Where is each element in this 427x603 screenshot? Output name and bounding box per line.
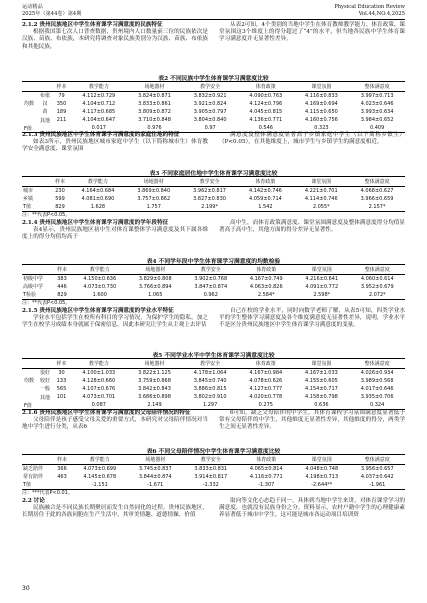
table-cell: 3.844±0.874	[138, 473, 172, 480]
table-cell: 4.100±1.033	[82, 369, 116, 376]
running-header-left	[22, 4, 81, 17]
table-row	[22, 283, 405, 291]
table-cell: 829	[50, 203, 70, 212]
table-caption: 表5 不同学业水平中学生体育课学习满意度比较	[152, 353, 275, 359]
table-header-cell: 样本	[52, 265, 72, 275]
table-header-cell: 教学安全	[182, 359, 238, 369]
table-cell: 0.546	[238, 124, 294, 133]
table-cell: 4.116±0.771	[249, 473, 283, 480]
table-cell: 189	[56, 108, 67, 115]
table-header-row	[22, 359, 405, 369]
table-cell: F值	[22, 124, 38, 133]
paragraph: 表4显示，贵州民族地区初中生对体育课整体学习满意度及其下属各维度上的得分均值均高于	[22, 227, 208, 241]
table-header-cell: 教学能力	[70, 177, 126, 187]
table-cell: 4.023±0.646	[360, 100, 394, 107]
table-cell: 565	[56, 385, 67, 392]
table-cell	[38, 401, 52, 410]
table-header-cell: 样本	[52, 359, 71, 369]
table-cell: 4.112±0.729	[82, 92, 116, 99]
table-cell: 3.902±0.768	[194, 275, 228, 282]
table-header-cell: 体育政策	[238, 82, 294, 92]
section-22-left	[22, 498, 208, 520]
issue-en: Vol.44,NO.4,2025	[358, 10, 405, 17]
table-header-cell	[22, 177, 50, 187]
table-cell: 3.759±0.868	[138, 377, 171, 384]
table-row	[22, 116, 405, 124]
table-cell: 布依	[39, 93, 50, 100]
table-cell	[22, 385, 38, 393]
table-cell: 2.072*	[350, 291, 406, 300]
table-cell: 4.104±0.712	[82, 100, 116, 107]
table-row	[22, 91, 405, 100]
table-cell: 3.956±0.657	[360, 465, 394, 472]
table-cell	[52, 401, 71, 410]
table-caption: 表4 不同学年段中学生体育课学习满意度的均数检验	[146, 259, 281, 265]
table-cell: 4.059±0.714	[248, 195, 282, 202]
table-cell: 79	[58, 92, 65, 99]
table-cell: 3.842±0.843	[138, 385, 171, 392]
table-3	[22, 176, 405, 212]
table-row	[22, 473, 405, 481]
table-cell: 3.952±0.679	[360, 283, 394, 290]
table-row	[22, 186, 405, 195]
table-cell: 0.324	[349, 401, 405, 410]
table-cell: 0.275	[238, 401, 294, 410]
table-cell: 3.997±0.713	[360, 92, 394, 99]
table-cell: 4.090±0.763	[249, 92, 283, 99]
table-6	[22, 454, 405, 490]
table-header-cell: 教学安全	[183, 455, 239, 465]
table-header-row	[22, 455, 405, 465]
table-header-cell: 整体满意度	[350, 455, 406, 465]
table-cell: 4.020±0.778	[249, 394, 283, 401]
table-caption: 表2 不同民族中学生体育课学习满意度比较	[158, 76, 269, 82]
table-2	[22, 81, 405, 133]
section-212-left	[22, 22, 208, 51]
table-cell: 4.167±0.749	[249, 275, 283, 282]
table-cell	[22, 116, 38, 124]
table-header-cell: 课堂氛围	[294, 455, 350, 465]
paragraph: 如表3所示，贵州民族地区城市家庭中学生（以下简称城市生）体育教学安全满意度、课堂氛围	[22, 139, 208, 153]
table-cell: 0.962	[183, 291, 239, 300]
section-216-left	[22, 410, 208, 432]
table-caption: 表3 不同家庭居住地中学生体育课学习满意度比较	[149, 171, 278, 177]
table-cell: 4.150±0.636	[83, 275, 117, 282]
table-cell: 4.107±0.676	[82, 385, 116, 392]
table-cell: 4.026±0.934	[360, 369, 394, 376]
table-header-cell: 整体满意度	[349, 359, 405, 369]
table-cell: 很好	[39, 370, 50, 377]
table-cell: 4.073±0.701	[82, 394, 116, 401]
table-cell: -1.151	[72, 481, 128, 490]
paragraph: 根据我国第七次人口普查数据，贵州境内人口数量前三位的民族依次是汉族、苗族、布依族，本研究将调查对象民族类别分为汉族、苗族、布依族和其他民族。	[22, 29, 208, 50]
table-header-cell: 体育政策	[239, 265, 295, 275]
table-cell: 其他	[39, 394, 50, 401]
table-row	[22, 108, 405, 116]
table-cell	[22, 108, 38, 116]
table-header-cell: 教学能力	[71, 82, 127, 92]
table-cell: 其他	[39, 117, 50, 124]
table-cell: 3.833±0.861	[138, 100, 171, 107]
journal-name-en: Physical Education Review	[334, 4, 405, 10]
table-row	[22, 100, 405, 108]
table-cell: 4.160±0.756	[305, 117, 338, 124]
table-cell: 3.802±0.910	[193, 394, 227, 401]
table-header-cell: 样本	[50, 177, 70, 187]
table-cell: 3.824±0.871	[138, 92, 171, 99]
table-cell: 3.921±0.824	[193, 100, 227, 107]
table-row	[22, 274, 405, 283]
section-215-right	[219, 308, 405, 330]
table-cell: 2.199*	[182, 203, 238, 212]
table-header-cell: 场地器材	[127, 82, 183, 92]
table-cell: 2.149	[127, 401, 183, 410]
table-cell: 4.154±0.717	[305, 385, 338, 392]
table-cell: 3.827±0.830	[193, 195, 226, 202]
section-216-right	[219, 410, 405, 432]
table-cell: 3.966±0.659	[360, 195, 394, 202]
table-cell: 3.962±0.817	[193, 187, 226, 194]
section-heading: 2.1.5 贵州民族地区中学生体育课学习满意度的学业水平特征	[22, 308, 174, 314]
table-header-cell	[38, 359, 52, 369]
table-note: 注：**代表P<0.05。	[22, 212, 71, 218]
table-header-cell: 教学能力	[72, 455, 128, 465]
table-row	[22, 368, 405, 377]
table-cell: 1.628	[70, 203, 126, 212]
table-cell: 4.037±0.642	[360, 473, 394, 480]
table-cell: 0.97	[182, 124, 238, 133]
table-cell: 30	[58, 369, 65, 376]
table-cell: 苗	[42, 109, 48, 116]
paragraph: 满意度及整体满意度显著高于乡镇家庭中学生（以下简称乡镇生）（P<0.05），在其他维度上，城市学生与乡镇学生的满意度相近。	[219, 132, 405, 146]
section-heading: 2.1.6 贵州民族地区中学生体育课学习满意度的父母陪伴情况的特征	[22, 410, 191, 416]
running-header-right	[334, 4, 405, 17]
table-cell: 均数	[24, 101, 35, 108]
table-cell: 4.198±0.713	[305, 473, 339, 480]
table-cell: 1.297	[182, 401, 238, 410]
table-row	[22, 401, 405, 410]
page-number: 30	[22, 585, 30, 592]
section-214-right	[219, 220, 405, 234]
table-cell: 3.686±0.898	[138, 394, 171, 401]
table-cell: 3.804±0.840	[193, 117, 227, 124]
table-cell: 4.116±0.833	[305, 92, 338, 99]
table-caption: 表6 不同父母陪伴情况中学生体育课学习满意度比较	[146, 449, 281, 455]
journal-name-cn: 运动精品	[22, 4, 43, 10]
table-header-cell	[22, 455, 52, 465]
table-row	[22, 291, 405, 300]
paragraph: 学业水平包括学生在校所有科目的学习情况，为保护学生的隐私，加之学生在校学习成绩本身就属于保密信息，因此本研究让学生从主观上去评估	[22, 315, 208, 329]
table-cell: T值	[22, 481, 52, 490]
table-row	[22, 195, 405, 203]
table-cell: 较好	[39, 378, 50, 385]
table-cell: 4.167±0.984	[249, 369, 283, 376]
table-cell: 463	[57, 473, 67, 480]
table-cell: 高级中学	[23, 284, 44, 291]
table-cell: 3.989±0.568	[360, 377, 394, 384]
paragraph: 父母陪伴是孩子感受父母关爱的重要方式，本研究对父母陪伴情况对当地中学生进行分类，从表6	[22, 417, 208, 431]
section-22-right	[219, 498, 405, 520]
table-row	[22, 393, 405, 401]
paragraph: 取向等文化心态趋于同一，具体到当地中学生来讲，对体育课堂学习的满意度，也就没有民族身份之分。资料显示，农村户籍中学生的心理健康素养显著低于城市中学生，这可能是城市各运动项目培训资	[219, 498, 405, 519]
paragraph: 民族融合是不同民族长期聚居而发生自然同化的过程。贵州民族地区，长期居住于此的各族同胞在生产生活中，其审美情趣、道德情操、价值	[22, 505, 208, 519]
table-cell: 4.136±0.771	[249, 117, 283, 124]
table-cell: -2.644**	[294, 481, 350, 490]
table-cell: 366	[57, 465, 67, 472]
table-cell: 1.065	[128, 291, 184, 300]
table-cell: 3.766±0.894	[138, 283, 172, 290]
table-cell: 常有陪伴	[23, 474, 44, 481]
table-cell: 4.091±0.772	[305, 283, 339, 290]
table-cell: 2.598*	[294, 291, 350, 300]
table-cell: 4.114±0.746	[304, 195, 338, 202]
table-header-cell: 场地器材	[126, 177, 182, 187]
table-cell: 4.216±0.641	[305, 275, 339, 282]
table-header-cell: 体育政策	[238, 359, 294, 369]
table-cell: 3.935±0.706	[360, 394, 394, 401]
table-cell: 汉	[42, 101, 48, 108]
table-header-row	[22, 265, 405, 275]
table-cell: 4.127±0.777	[249, 385, 283, 392]
table-header-cell: 场地器材	[128, 455, 184, 465]
table-cell: 4.158±0.798	[305, 394, 338, 401]
table-cell: 3.809±0.872	[138, 108, 171, 115]
table-cell: 3.822±1.125	[138, 369, 171, 376]
table-cell: 3.829±0.808	[138, 275, 172, 282]
table-cell: 383	[57, 275, 67, 282]
section-213-right	[219, 132, 405, 146]
table-cell: 230	[55, 187, 65, 194]
table-cell: 4.104±0.647	[82, 117, 116, 124]
issue-cn: 2025年（第44卷）第4期	[22, 10, 82, 17]
table-cell: 一般	[39, 386, 50, 393]
table-cell: 4.060±0.614	[360, 275, 394, 282]
table-cell: 4.169±0.694	[305, 100, 338, 107]
section-heading: 2.1.4 贵州民族地区中学生体育课学习满意度的学年段特征	[22, 220, 169, 226]
table-cell: 4.048±0.748	[305, 465, 339, 472]
table-cell: 4.073±0.699	[83, 465, 117, 472]
table-header-cell: 场地器材	[127, 359, 183, 369]
table-cell: 0.409	[349, 124, 405, 133]
table-cell	[22, 368, 38, 377]
table-header-cell: 整体满意度	[349, 82, 405, 92]
table-cell: 829	[52, 291, 72, 300]
table-cell: 4.164±0.684	[81, 187, 115, 194]
table-header-cell: 体育政策	[237, 177, 293, 187]
table-cell: 4.115±0.650	[305, 108, 338, 115]
table-cell	[22, 91, 38, 100]
table-header-cell: 整体满意度	[349, 177, 405, 187]
table-note: 注：***代表P<0.01。	[22, 490, 73, 496]
table-cell: 101	[56, 394, 67, 401]
table-cell: 4.155±0.605	[305, 377, 338, 384]
table-cell: 3.905±0.797	[193, 108, 227, 115]
table-cell: F值	[22, 401, 38, 410]
table-cell: 3.745±0.837	[138, 465, 172, 472]
section-213-left	[22, 132, 208, 154]
table-cell: 3.710±0.848	[138, 117, 171, 124]
table-header-cell	[22, 265, 52, 275]
table-header-cell: 课堂氛围	[293, 177, 349, 187]
table-cell: 0.636	[294, 401, 350, 410]
table-row	[22, 481, 405, 490]
table-header-row	[22, 82, 405, 92]
table-cell: 211	[56, 117, 67, 124]
table-cell: 350	[56, 100, 67, 107]
table-cell: 4.145±0.678	[83, 473, 117, 480]
table-cell: 1.600	[72, 291, 128, 300]
table-cell: T值	[22, 203, 50, 212]
table-cell: 城市	[23, 188, 34, 195]
table-header-cell: 体育政策	[239, 455, 295, 465]
table-cell: 3.869±0.840	[137, 187, 171, 194]
table-cell: 0.323	[294, 124, 350, 133]
table-header-cell	[22, 359, 38, 369]
table-row	[22, 385, 405, 393]
table-cell: 1.542	[237, 203, 293, 212]
table-cell: 4.045±0.815	[249, 108, 283, 115]
table-5	[22, 358, 405, 410]
table-header-cell: 教学安全	[183, 265, 239, 275]
table-cell: 均数	[24, 378, 35, 385]
table-cell: 2.584*	[239, 291, 295, 300]
table-cell: -1.671	[128, 481, 184, 490]
table-cell: 3.886±0.815	[193, 385, 227, 392]
table-cell: 4.063±0.826	[249, 283, 283, 290]
table-header-cell: 整体满意度	[350, 265, 406, 275]
table-note: 注：**代表P<0.05。	[22, 300, 71, 306]
paragraph: 从表2可知，4个类别的当地中学生在体育教师教学能力、体育政策、课堂氛围这3个维度上的得分超过了“4”的水平，但当地各民族中学生体育课学习满意度并无显著性差异。	[219, 22, 405, 43]
table-cell: 乡镇	[23, 196, 34, 203]
table-cell: 3.757±0.862	[137, 195, 171, 202]
table-header-cell: 样本	[52, 455, 72, 465]
table-header-cell: 课堂氛围	[294, 82, 350, 92]
table-header-cell: 课堂氛围	[294, 359, 350, 369]
table-cell: 4.065±0.814	[249, 465, 283, 472]
section-heading: 2.1.3 贵州民族地区中学生体育课学习满意度的家庭住地的特征	[22, 132, 180, 138]
table-header-cell: 样本	[52, 82, 71, 92]
table-4	[22, 264, 405, 300]
table-cell: 4.078±0.626	[249, 377, 283, 384]
table-cell: 3.845±0.740	[193, 377, 227, 384]
table-cell: 3.833±0.831	[194, 465, 228, 472]
table-header-cell: 教学安全	[182, 177, 238, 187]
table-cell: 3.984±0.652	[360, 117, 394, 124]
table-cell: 缺乏陪伴	[23, 466, 44, 473]
table-header-cell: 场地器材	[128, 265, 184, 275]
table-cell: 0.976	[127, 124, 183, 133]
paragraph: 6可知，缺乏父母陪伴的中学生，其体育课程学习氛围满意度显著低于常有父母陪伴的中学生，其他维度无显著性差异，其他维度的得分，两类学生之间无显著性差异。	[219, 410, 405, 431]
table-cell: 4.017±0.646	[360, 385, 394, 392]
table-header-cell	[22, 82, 38, 92]
table-cell: 3.832±0.921	[193, 92, 227, 99]
section-heading: 2.1.2 贵州民族地区中学生体育课学习满意度的民族特征	[22, 22, 163, 28]
paragraph: 自己在校的学业水平，同时向数学老师了解，从表5可知，四类学业水平的学生整体学习满意度及各个维度满意度无显著性差异，说明，学业水平不是区分贵州民族地区中学生体育课学习满意度的变量。	[219, 308, 405, 329]
table-cell: 4.128±0.660	[82, 377, 116, 384]
paragraph: 高中生，而体育政策满意度、课堂氛围满意度及整体满意度得分均值显著高于高中生，其他方面的得分差异无显著性。	[219, 220, 405, 234]
table-cell	[22, 393, 38, 401]
table-cell: 4.081±0.690	[81, 195, 115, 202]
table-cell: 初级中学	[23, 276, 44, 283]
table-header-cell	[38, 82, 52, 92]
table-cell: 3.847±0.874	[194, 283, 228, 290]
table-header-cell: 教学安全	[182, 82, 238, 92]
section-heading: 2.2 讨论	[22, 498, 45, 504]
table-cell: 3.914±0.817	[194, 473, 228, 480]
table-row	[22, 203, 405, 212]
table-cell: 3.993±0.634	[360, 108, 394, 115]
table-cell: 0.087	[71, 401, 127, 410]
table-cell: -1.961	[350, 481, 406, 490]
table-cell: -1.307	[239, 481, 295, 490]
table-cell: 4.068±0.627	[360, 187, 394, 194]
table-cell: 1.757	[126, 203, 182, 212]
table-cell: 4.142±0.746	[248, 187, 282, 194]
table-header-cell: 课堂氛围	[294, 265, 350, 275]
section-212-right	[219, 22, 405, 44]
table-row	[22, 377, 405, 385]
table-cell: T检验	[22, 291, 52, 300]
table-row	[22, 464, 405, 473]
table-cell: 4.124±0.796	[249, 100, 283, 107]
table-cell: 4.178±1.064	[193, 369, 227, 376]
table-header-cell: 教学能力	[71, 359, 127, 369]
header-rule	[22, 19, 405, 20]
table-cell: 4.221±0.701	[304, 187, 338, 194]
section-215-left	[22, 308, 208, 330]
table-cell: 2.055*	[293, 203, 349, 212]
table-cell: 4.117±0.685	[82, 108, 116, 115]
table-cell: 599	[55, 195, 65, 202]
table-header-cell: 教学能力	[72, 265, 128, 275]
table-cell: -1.332	[183, 481, 239, 490]
section-214-left	[22, 220, 208, 242]
table-cell: 4.167±1.033	[305, 369, 338, 376]
table-cell: 0.017	[71, 124, 127, 133]
table-cell: 4.073±0.730	[83, 283, 117, 290]
table-cell: 133	[56, 377, 67, 384]
table-cell: 446	[57, 283, 67, 290]
table-header-row	[22, 177, 405, 187]
table-cell: 2.157*	[349, 203, 405, 212]
